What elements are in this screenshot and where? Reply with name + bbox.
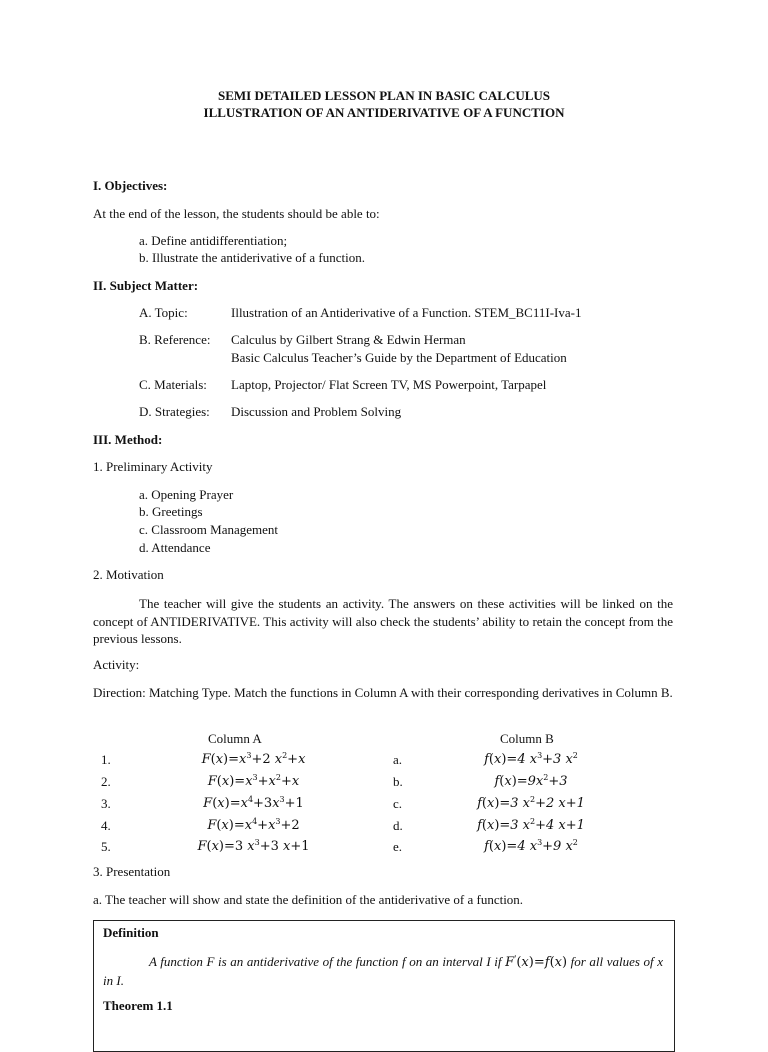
materials-label: C. Materials: — [139, 377, 207, 392]
column-a-number: 4. — [101, 818, 111, 833]
column-b-function: f(x)=3 $x^2+4$ x+1 — [477, 817, 585, 833]
method-heading: III. Method: — [93, 432, 163, 447]
preliminary-item: b. Greetings — [139, 504, 203, 519]
column-a-number: 5. — [101, 839, 111, 854]
definition-text-start: A function F is an antiderivative of the function f on an interval I if — [149, 954, 506, 969]
column-b-function: $f(x)=9x^2+3$ — [494, 773, 568, 789]
activity-label: Activity: — [93, 657, 140, 672]
column-a-function: $F(x)=x^4+x^3+2$ — [207, 817, 300, 833]
column-a-function: F(x)=3 $x^3+3$ x+1 — [197, 838, 310, 854]
column-b-letter: c. — [393, 796, 403, 811]
theorem-heading: Theorem 1.1 — [103, 998, 173, 1013]
column-b-letter: a. — [393, 752, 403, 767]
column-b-header: Column B — [500, 731, 554, 746]
definition-text-end: for all values of x in I. — [103, 954, 663, 988]
definition-heading: Definition — [103, 925, 159, 940]
document-title-line-1: SEMI DETAILED LESSON PLAN IN BASIC CALCULUS — [217, 88, 551, 103]
column-b-function: f(x)=4 $x^3+3$ $x^2$ — [484, 751, 578, 767]
column-b-function: f(x)=4 $x^3+9$ $x^2$ — [484, 838, 578, 854]
antiderivative-formula: F'(x)=f(x) — [505, 954, 568, 970]
column-a-number: 1. — [101, 752, 111, 767]
strategies-label: D. Strategies: — [139, 404, 210, 419]
column-b-letter: d. — [393, 818, 403, 833]
reference-value: Calculus by Gilbert Strang & Edwin Herman — [231, 332, 466, 347]
column-b-letter: e. — [393, 839, 403, 854]
preliminary-item: a. Opening Prayer — [139, 487, 234, 502]
topic-value: Illustration of an Antiderivative of a Function. STEM_BC11I-Iva-1 — [231, 305, 582, 320]
column-b-letter: b. — [393, 774, 403, 789]
topic-label: A. Topic: — [139, 305, 188, 320]
column-b-function: f(x)=3 $x^2+2$ x+1 — [477, 795, 585, 811]
strategies-value: Discussion and Problem Solving — [231, 404, 402, 419]
definition-box — [93, 920, 675, 1052]
objectives-heading: I. Objectives: — [93, 178, 168, 193]
motivation-paragraph: The teacher will give the students an activity. The answers on these activities will be linked on the concept of ANTIDERIVATIVE. This activity will also check the students’ ability to retain the concept from the previous lessons. — [93, 596, 673, 646]
reference-label: B. Reference: — [139, 332, 211, 347]
preliminary-item: c. Classroom Management — [139, 522, 278, 537]
reference-value: Basic Calculus Teacher’s Guide by the Department of Education — [231, 350, 567, 365]
objectives-intro: At the end of the lesson, the students should be able to: — [93, 206, 380, 221]
presentation-heading: 3. Presentation — [93, 864, 171, 879]
subject-matter-heading: II. Subject Matter: — [93, 278, 199, 293]
motivation-heading: 2. Motivation — [93, 567, 164, 582]
document-title-line-2: ILLUSTRATION OF AN ANTIDERIVATIVE OF A FUNCTION — [203, 105, 565, 120]
preliminary-activity-heading: 1. Preliminary Activity — [93, 459, 213, 474]
materials-value: Laptop, Projector/ Flat Screen TV, MS Powerpoint, Tarpapel — [231, 377, 547, 392]
definition-text — [103, 953, 663, 990]
column-a-function: $F(x)=x^3+x^2+x$ — [207, 773, 300, 789]
column-a-number: 2. — [101, 774, 111, 789]
preliminary-item: d. Attendance — [139, 540, 211, 555]
column-a-number: 3. — [101, 796, 111, 811]
column-a-function: $F(x)=x^3+2$ $x^2+x$ — [201, 751, 306, 767]
objective-item: a. Define antidifferentiation; — [139, 233, 288, 248]
column-a-header: Column A — [208, 731, 262, 746]
column-a-function: $F(x)=x^4+3x^3+1$ — [203, 795, 304, 811]
objective-item: b. Illustrate the antiderivative of a function. — [139, 250, 365, 265]
direction-paragraph: Direction: Matching Type. Match the functions in Column A with their corresponding derivatives in Column B. — [93, 685, 673, 700]
presentation-text: a. The teacher will show and state the definition of the antiderivative of a function. — [93, 892, 524, 907]
